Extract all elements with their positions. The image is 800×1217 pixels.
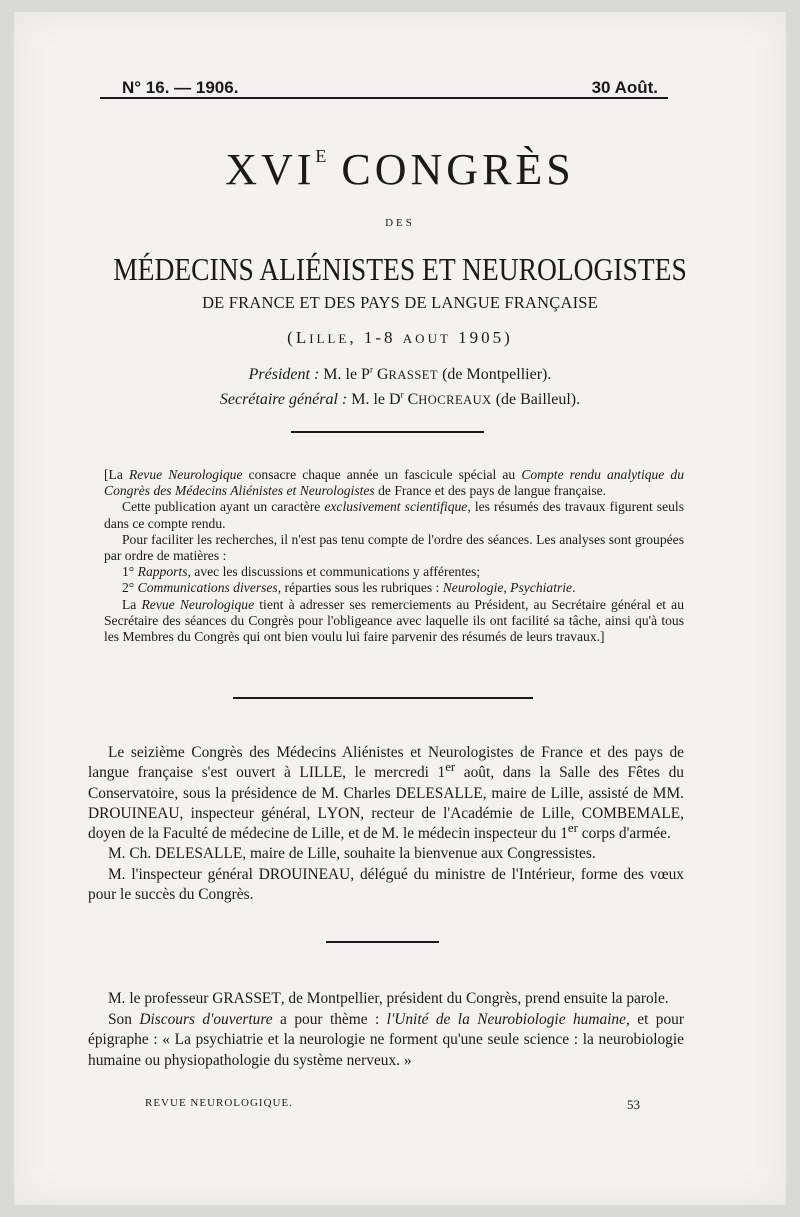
body-paragraph: Son Discours d'ouverture a pour thème : l'Unité de la Neurobiologie humaine, et pour épigraphe : « La psychiatrie et la neurologie ne forment qu'une seule science : la neurobiologie humaine ou physiopathologie du système nerveux. » (88, 1010, 684, 1069)
president-line: Président : M. le $P^r$ GRASSET (de Montpellier). (248, 364, 552, 383)
subtitle: MÉDECINS ALIÉNISTES ET NEUROLOGISTES (113, 251, 687, 287)
secretary-line: Secrétaire général : M. le $D^r$ CHOCREAUX (de Bailleul). (219, 389, 581, 408)
body-section-address (88, 989, 684, 1071)
section-rule (326, 941, 439, 943)
congress-location: (LILLE, 1-8 AOUT 1905) (287, 328, 513, 347)
title-des: DES (385, 217, 415, 229)
page-title: $XVI^E$ CONGRÈS (225, 145, 575, 194)
journal-name: REVUE NEUROLOGIQUE. (145, 1097, 293, 1109)
editorial-paragraph: Cette publication ayant un caractère exclusivement scientifique, les résumés des travaux figurent seuls dans ce compte rendu. (104, 499, 684, 531)
issue-number: N° 16. — 1906. (122, 78, 239, 97)
running-footer (145, 1097, 640, 1113)
section-rule (233, 697, 533, 699)
editorial-paragraph: La Revue Neurologique tient à adresser ses remerciements au Président, au Secrétaire général et au Secrétaire des séances du Congrès pour l'obligeance avec laquelle ils ont facilité sa tâche, ainsi qu'à tous les Membres du Congrès qui ont bien voulu lui faire parvenir des résumés de leurs travaux.] (104, 596, 684, 645)
editorial-note (104, 467, 684, 645)
section-rule (291, 431, 484, 433)
body-paragraph: M. le professeur GRASSET, de Montpellier, président du Congrès, prend ensuite la parole. (108, 990, 669, 1007)
editorial-paragraph: [La Revue Neurologique consacre chaque année un fascicule spécial au Compte rendu analytique du Congrès des Médecins Aliénistes et Neurologistes de France et des pays de langue française. (104, 467, 685, 499)
body-section-opening (88, 743, 684, 905)
body-paragraph: M. l'inspecteur général DROUINEAU, délégué du ministre de l'Intérieur, forme des vœux pour le succès du Congrès. (88, 865, 684, 904)
page-number: 53 (627, 1097, 640, 1112)
body-paragraph: M. Ch. DELESALLE, maire de Lille, souhaite la bienvenue aux Congressistes. (108, 845, 596, 863)
header-rule (100, 97, 668, 99)
editorial-paragraph: Pour faciliter les recherches, il n'est pas tenu compte de l'ordre des séances. Les analyses sont groupées par ordre de matières : (104, 531, 684, 564)
editorial-paragraph: 1° Rapports, avec les discussions et communications y afférentes; (122, 564, 481, 580)
subtitle-secondary: DE FRANCE ET DES PAYS DE LANGUE FRANÇAISE (202, 293, 598, 312)
issue-date: 30 Août. (591, 78, 658, 97)
body-paragraph: Le seizième Congrès des Médecins Aliénistes et Neurologistes de France et des pays de langue française s'est ouvert à LILLE, le mercredi 1er août, dans la Salle des Fêtes du Conservatoire, sous la présidence de M. Charles DELESALLE, maire de Lille, assisté de MM. DROUINEAU, inspecteur général, LYON, recteur de l'Académie de Lille, COMBEMALE, doyen de la Faculté de médecine de Lille, et de M. le médecin inspecteur du 1er corps d'armée. (88, 744, 684, 843)
editorial-paragraph: 2° Communications diverses, réparties sous les rubriques : Neurologie, Psychiatrie. (122, 580, 576, 596)
